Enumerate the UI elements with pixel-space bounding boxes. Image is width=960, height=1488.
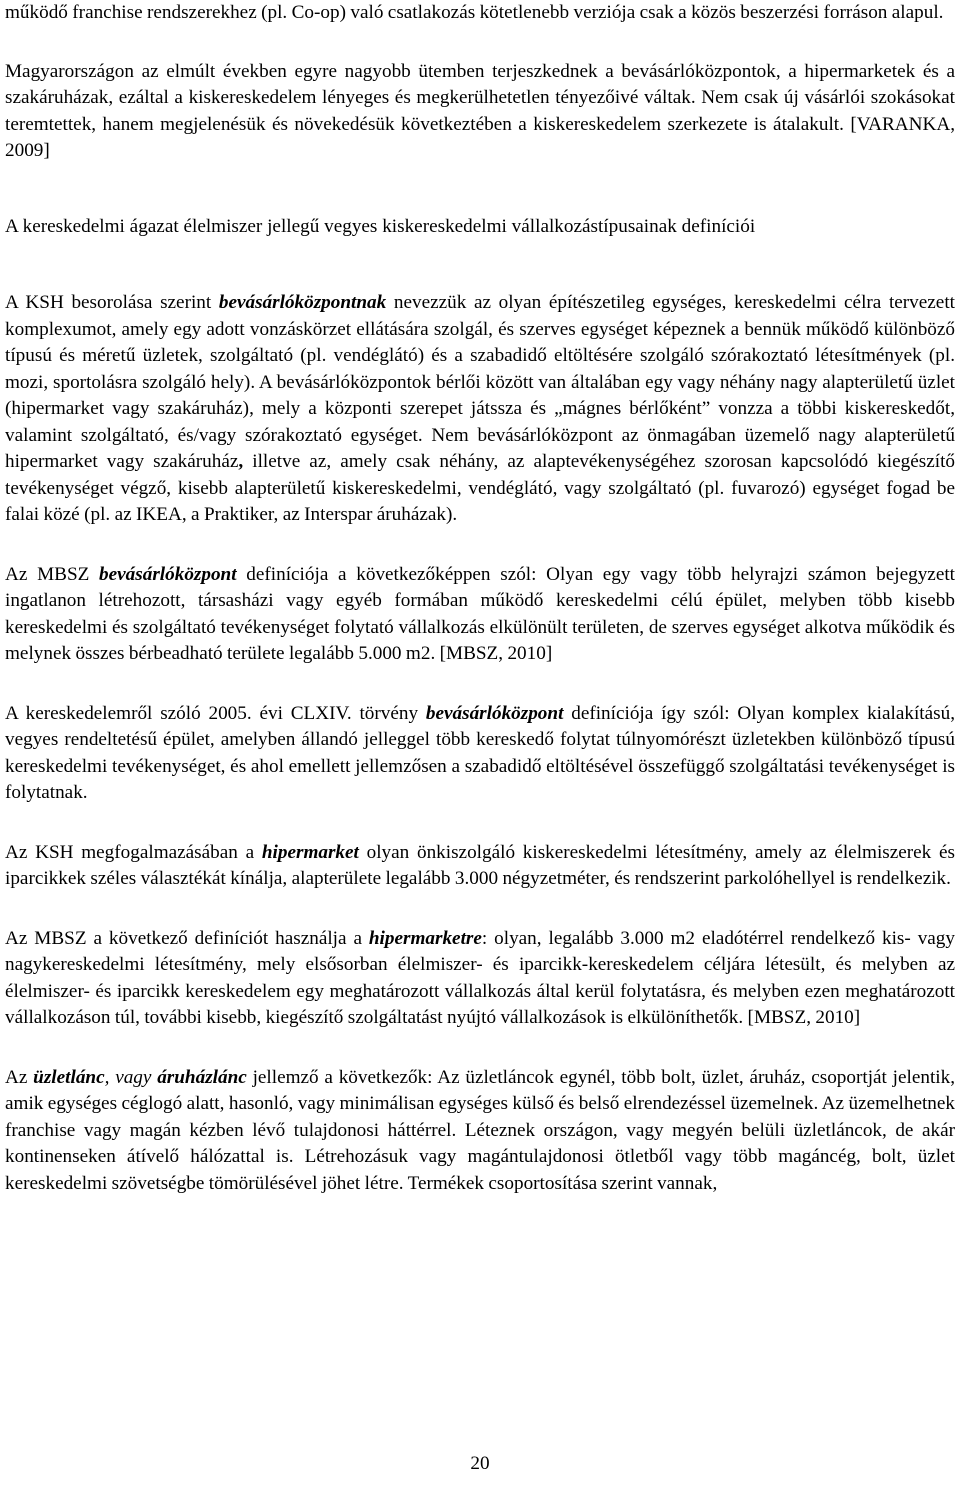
heading-text: A kereskedelmi ágazat élelmiszer jellegű vegyes kiskereskedelmi vállalkozástípusainak definíciói <box>5 215 756 237</box>
text-run: olyan önkiszolgáló kiskereskedelmi létesítmény, amely az élelmiszerek és iparcikkek széles választékát kínálja, alapterülete legalább 3.000 négyzetméter, és rendszerint parkolóhellyel is rendelkezik. <box>5 841 956 889</box>
page-number: 20 <box>470 1453 490 1474</box>
paragraph-mbsz-hypermarket <box>5 926 955 1032</box>
text-run: nevezzük az olyan építészetileg egységes, kereskedelmi célra tervezett komplexumot, amely egy adott vonzáskörzet ellátására szolgál, és szerves egységet képeznek a bennük működő különböző típusú és méretű üzletek, szolgáltató (pl. vendéglátó) és a szabadidő eltöltésére szolgáló szórakoztató létesítmények (pl. mozi, sportolásra szolgáló hely). A bevásárlóközpontok bérlői között van általában egy vagy néhány nagy alapterületű üzlet (hipermarket vagy szakáruház), mely a központi szerepet játssza és „mágnes bérlőként” vonzza a többi kiskereskedőt, valamint szolgáltató, és/vagy szórakoztató egységet. Nem bevásárlóközpont az önmagában üzemelő nagy alapterületű hipermarket vagy szakáruház <box>5 292 955 472</box>
paragraph-gap <box>5 165 955 216</box>
document-page <box>5 0 955 1197</box>
paragraph-ksh-hypermarket <box>5 840 955 893</box>
term-emphasis: áruházlánc <box>157 1066 247 1088</box>
paragraph-intro-continuation <box>5 0 955 27</box>
paragraph-market-trends <box>5 59 955 165</box>
text-run: Az MBSZ a következő definíciót használja a <box>5 927 369 949</box>
text-run: Az KSH megfogalmazásában a <box>5 841 262 863</box>
text-run: jellemző a következők: Az üzletláncok egynél, több bolt, üzlet, áruház, csoportját jelentik, amik egységes céglogó alatt, hasonló, vagy minimálisan egységes külső és belső elrendezéssel üzemelnek. Az üzemelhetnek franchise vagy magán kézben lévő tulajdonosi háttérrel. Léteznek országon, vagy megyén belüli üzletláncok, de akár kontinenseken átívelő hálózattal is. Létrehozásuk vagy magántulajdonosi ötletből vagy több magáncég, bolt, üzlet kereskedelmi szövetségbe tömörülésével jöhet létre. Termékek csoportosítása szerint vannak, <box>5 1066 956 1194</box>
paragraph-gap <box>5 1032 955 1057</box>
text-run: definíciója így szól: Olyan komplex kialakítású, vegyes rendeltetésű épület, amelyben állandó jelleggel több kereskedő folytat túlnyomórészt üzletekben különböző típusú kereskedelmi tevékenységet, és ahol emellett jellemzősen a szabadidő eltöltésével összefüggő szolgáltatási tevékenységet is folytatnak. <box>5 702 955 803</box>
paragraph-gap <box>5 529 955 554</box>
text-run: definíciója a következőképpen szól: Olyan egy vagy több helyrajzi számon bejegyzett ingatlanon létrehozott, társasházi vagy egyéb formában működő kereskedelmi célú épület, melyben több kisebb kereskedelmi és szolgáltató tevékenységet folytató vállalkozás elkülönült területen, de szerves egységet alkotva működik és melynek összes bérbeadható területe legalább 5.000 m2. [MBSZ, 2010] <box>5 563 955 664</box>
paragraph-store-chain <box>5 1065 955 1198</box>
italic-connector: , vagy <box>104 1066 158 1088</box>
text-run: A kereskedelemről szóló 2005. évi CLXIV. törvény <box>5 702 426 724</box>
paragraph-gap <box>5 27 955 52</box>
paragraph-mbsz-shopping-center <box>5 562 955 668</box>
paragraph-gap <box>5 893 955 918</box>
term-emphasis: üzletlánc <box>33 1066 105 1088</box>
term-emphasis: hipermarketre <box>368 927 482 949</box>
term-emphasis: bevásárlóközpont <box>99 563 237 585</box>
paragraph-ksh-shopping-center <box>5 290 955 529</box>
term-emphasis: hipermarket <box>261 841 359 863</box>
paragraph-text: Magyarországon az elmúlt években egyre nagyobb ütemben terjeszkednek a bevásárlóközpontok, a hipermarketek és a szakáruházak, ezáltal a kiskereskedelem lényeges és megkerülhetetlen tényezőivé váltak. Nem csak új vásárlói szokásokat teremtettek, hanem megjelenésük és növekedésük következtében a kiskereskedelem szerkezete is átalakult. [VARANKA, 2009] <box>5 60 955 161</box>
bold-comma: , <box>238 451 244 472</box>
paragraph-gap <box>5 668 955 693</box>
term-emphasis: bevásárlóközpontnak <box>218 292 387 313</box>
paragraph-gap <box>5 240 955 291</box>
paragraph-law-shopping-center <box>5 701 955 807</box>
text-run: : olyan, legalább 3.000 m2 eladótérrel rendelkező kis- vagy nagykereskedelmi létesítmény, mely elsősorban élelmiszer- és iparcikk-kereskedelem céljára létesült, és melyben az élelmiszer- és iparcikk kereskedelem egy meghatározott vállalkozás által kerül folytatásra, és melyben ezen meghatározott vállalkozáson túl, további kisebb, kiegészítő szolgáltatást nyújtó vállalkozások is elkülöníthetők. [MBSZ, 2010] <box>5 927 955 1028</box>
text-run: Az <box>5 1066 34 1088</box>
text-run: illetve az, amely csak néhány, az alaptevékenységéhez szorosan kapcsolódó kiegészítő tevékenységet végző, kisebb alapterületű kiskereskedelmi, vendéglátó, vagy szolgáltató (pl. fuvarozó) egységet fogad be falai közé (pl. az IKEA, a Praktiker, az Interspar áruházak). <box>5 451 956 525</box>
text-run: Az MBSZ <box>5 563 100 585</box>
term-emphasis: bevásárlóközpont <box>425 702 564 724</box>
paragraph-gap <box>5 807 955 832</box>
text-run: A KSH besorolása szerint <box>5 292 219 313</box>
paragraph-text: működő franchise rendszerekhez (pl. Co-op) való csatlakozás kötetlenebb verziója csak a közös beszerzési forráson alapul. <box>5 2 944 23</box>
section-heading <box>5 214 955 241</box>
